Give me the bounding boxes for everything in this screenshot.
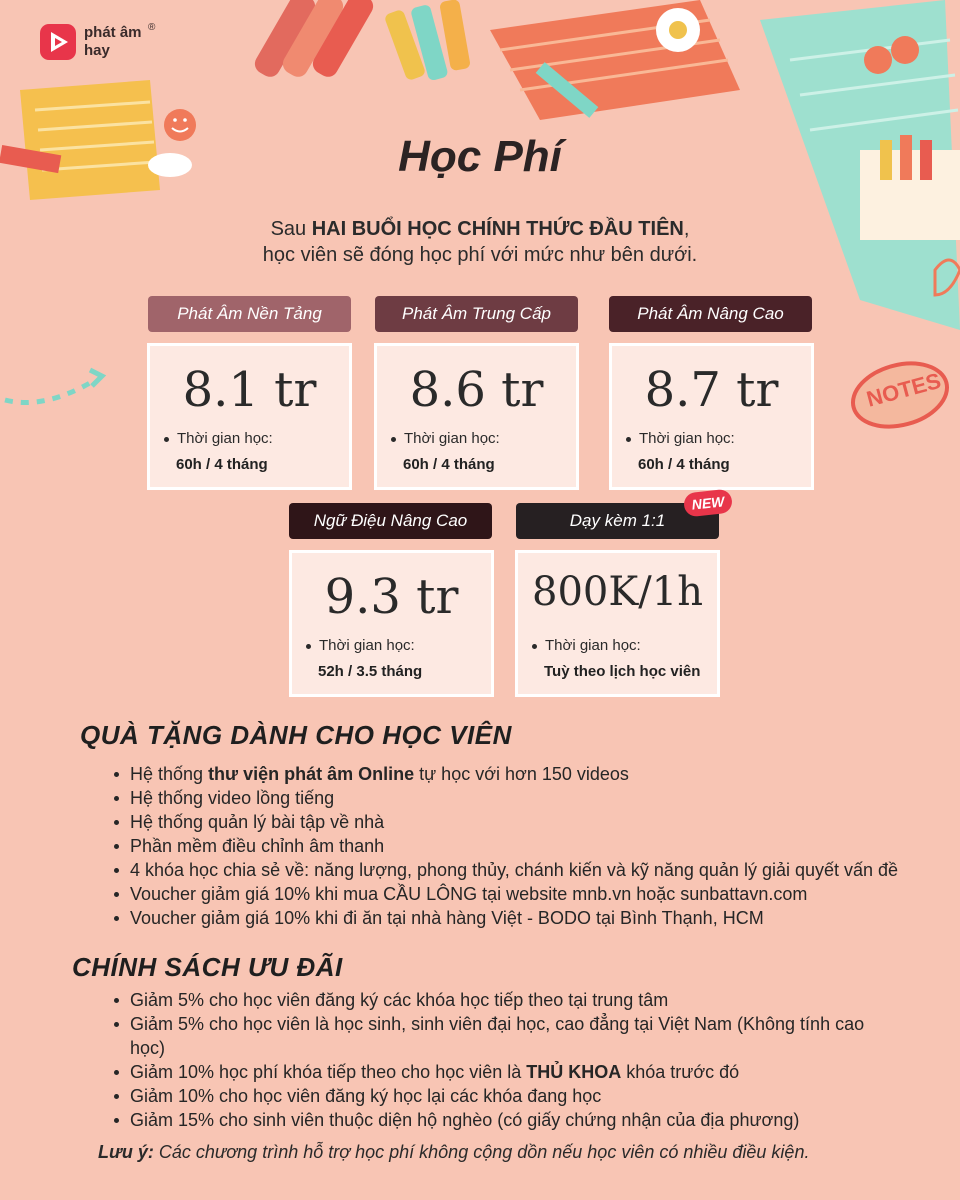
list-item-text-end: khóa trước đó [621,1062,740,1082]
plan-label: Ngữ Điệu Nâng Cao [289,503,492,539]
plan-duration-value: 52h / 3.5 tháng [318,663,423,680]
list-item-text: Voucher giảm giá 10% khi đi ăn tại nhà hàng Việt - BODO tại Bình Thạnh, HCM [130,908,764,928]
plan-label: Phát Âm Trung Cấp [375,296,578,332]
plan-duration-label [532,637,641,654]
list-item [114,988,874,1012]
plan-card [289,550,494,697]
list-item-text: Hệ thống video lồng tiếng [130,788,335,808]
list-item-text: Giảm 5% cho học viên là học sinh, sinh viên đại học, cao đẳng tại Việt Nam (Không tính cao học) [130,1014,865,1058]
note-text [98,1142,809,1163]
plan-label: Dạy kèm 1:1 [516,503,719,539]
plan-price: 8.6 tr [409,362,544,418]
intro-line2: học viên sẽ đóng học phí với mức như bên dưới. [262,244,698,266]
list-item-text-end: tự học với hơn 150 videos [414,764,629,784]
policy-title: CHÍNH SÁCH ƯU ĐÃI [72,952,343,982]
plan-label: Phát Âm Nâng Cao [609,296,812,332]
list-item-text: Hệ thống [130,764,209,784]
plan-duration-value: 60h / 4 tháng [638,456,730,473]
list-item [114,786,944,810]
plan-duration-label [164,430,273,447]
list-item-text: Giảm 10% cho học viên đăng ký học lại các khóa đang học [130,1086,602,1106]
plan-duration-label [391,430,500,447]
bullet-dot-icon [626,437,631,442]
list-item [114,1060,874,1084]
plan-price: 800K/1h [532,569,703,615]
list-item [114,810,944,834]
list-item-bold: thư viện phát âm Online [208,764,415,784]
bullet-dot-icon [391,437,396,442]
plan-price: 9.3 tr [324,569,459,625]
list-item-text: Hệ thống quản lý bài tập về nhà [130,812,385,832]
plan-bullet-text: Thời gian học: [177,430,273,447]
plan-label: Phát Âm Nền Tảng [148,296,351,332]
list-item-text: Voucher giảm giá 10% khi mua CẦU LÔNG tại website mnb.vn hoặc sunbattavn.com [130,884,808,904]
note-body: Các chương trình hỗ trợ học phí không cộng dồn nếu học viên có nhiều điều kiện. [153,1142,810,1162]
policy-list [114,988,874,1132]
plan-duration-value: 60h / 4 tháng [176,456,268,473]
plan-card [147,343,352,490]
intro-text [0,216,960,268]
plan-price: 8.1 tr [182,362,317,418]
list-item [114,762,944,786]
plan-duration-label [306,637,415,654]
plan-bullet-text: Thời gian học: [639,430,735,447]
plan-card [515,550,720,697]
bullet-dot-icon [532,644,537,649]
new-badge: NEW [683,489,733,518]
list-item-text: 4 khóa học chia sẻ về: năng lượng, phong thủy, chánh kiến và kỹ năng quản lý giải quyết vấn đề [130,860,899,880]
striped-paper-icon [490,0,740,120]
bullet-dot-icon [164,437,169,442]
plan-bullet-text: Thời gian học: [319,637,415,654]
crayons-top-icon [251,0,471,81]
list-item-text: Giảm 15% cho sinh viên thuộc diện hộ nghèo (có giấy chứng nhận của địa phương) [130,1110,800,1130]
dashed-arrow-icon [5,380,95,403]
gifts-title: QUÀ TẶNG DÀNH CHO HỌC VIÊN [80,720,512,750]
list-item [114,906,944,930]
plan-card [374,343,579,490]
registered-mark: ® [148,22,156,33]
list-item-text: Giảm 5% cho học viên đăng ký các khóa học tiếp theo tại trung tâm [130,990,669,1010]
plan-duration-label [626,430,735,447]
plan-price: 8.7 tr [644,362,779,418]
brand-line1: phát âm [84,24,142,41]
intro-line1: Sau HAI BUỔI HỌC CHÍNH THỨC ĐẦU TIÊN, [270,218,690,240]
gifts-list [114,762,944,930]
plan-card [609,343,814,490]
plan-bullet-text: Thời gian học: [404,430,500,447]
plan-bullet-text: Thời gian học: [545,637,641,654]
list-item-text: Phần mềm điều chỉnh âm thanh [130,836,385,856]
plan-duration-value: 60h / 4 tháng [403,456,495,473]
note-label: Lưu ý: [98,1142,154,1162]
list-item [114,1012,874,1060]
list-item [114,834,944,858]
plan-duration-value: Tuỳ theo lịch học viên [544,663,701,680]
notes-sticker-label: NOTES [863,367,944,412]
brand-line2: hay [84,42,110,59]
bullet-dot-icon [306,644,311,649]
list-item [114,858,944,882]
page-title: Học Phí [398,132,562,181]
list-item [114,1108,874,1132]
list-item-bold: THỦ KHOA [526,1062,622,1082]
list-item [114,882,944,906]
list-item [114,1084,874,1108]
list-item-text: Giảm 10% học phí khóa tiếp theo cho học viên là [130,1062,527,1082]
